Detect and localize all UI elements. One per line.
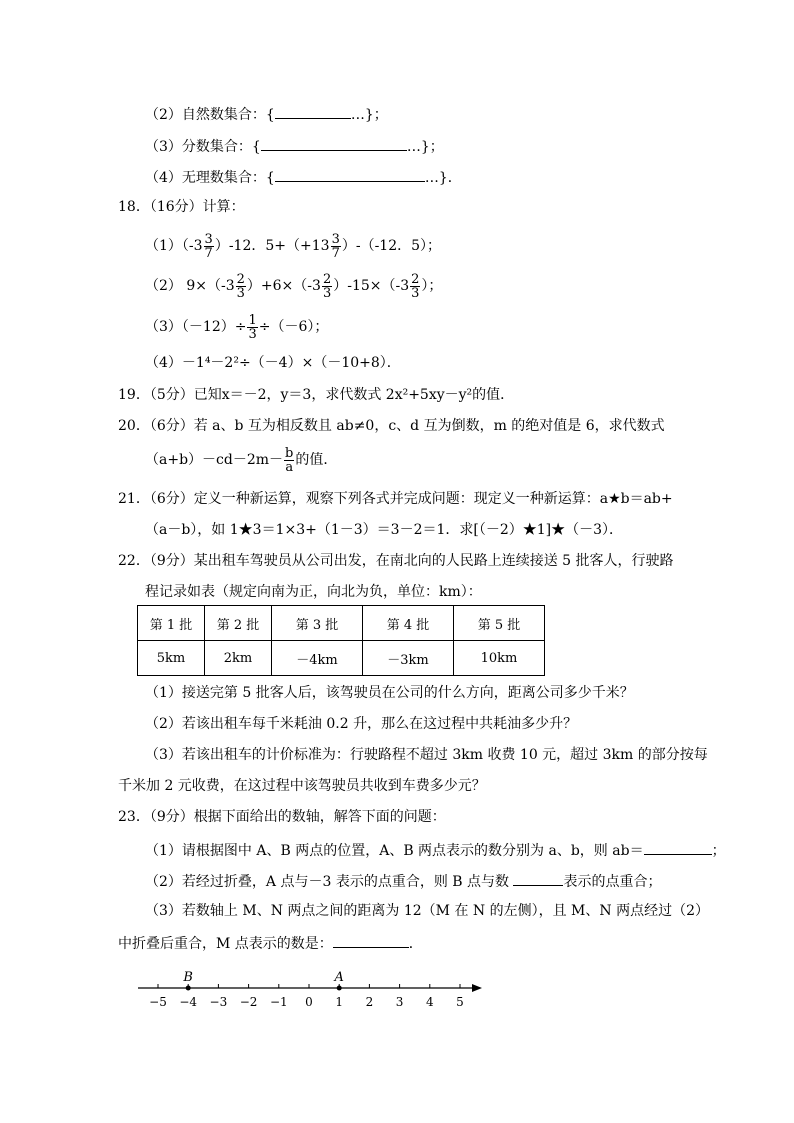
point-b-dot — [186, 986, 191, 991]
q18-p2-f3-denominator: 3 — [411, 285, 420, 301]
tick-label: 3 — [395, 995, 404, 1009]
table-header-cell: 第 2 批 — [205, 606, 272, 641]
table-row — [138, 641, 545, 676]
q18-p2-text-d: ）； — [421, 278, 443, 294]
q22-sub-3-line-1: （3）若该出租车的计价标准为：行驶路程不超过 3km 收费 10 元，超过 3km 的部分按每 — [145, 747, 708, 763]
table-cell: 2km — [205, 641, 272, 676]
q18-p2-f1-numerator: 2 — [236, 271, 245, 287]
q18-p1-fraction-1 — [204, 233, 214, 260]
q20-line-2 — [145, 444, 337, 476]
q18-part-3 — [145, 313, 328, 341]
q18-p2-f2-numerator: 2 — [322, 271, 332, 287]
q20-denominator: a — [285, 459, 294, 475]
tick-label: −4 — [179, 995, 198, 1009]
q18-p1-text-c: ）-（-12．5）； — [341, 238, 442, 254]
q18-part-4: （4）－1⁴－2²÷（－4）×（－10+8）． — [145, 355, 401, 371]
q18-p2-fraction-3 — [410, 273, 420, 300]
table-header-cell: 第 4 批 — [363, 606, 454, 641]
q18-part-1 — [145, 232, 441, 260]
tick-label: −5 — [149, 995, 167, 1009]
q23-sub-2-blank[interactable] — [513, 871, 563, 886]
q23-sub-3-line-1: （3）若数轴上 M、N 两点之间的距离为 12（M 在 N 的左侧），且 M、N 两点经过（2） — [145, 903, 709, 919]
q21-line-1: 21．（6分）定义一种新运算，观察下列各式并完成问题：现定义一种新运算：a★b＝ab+ — [118, 491, 673, 507]
table-header-row — [138, 606, 545, 641]
q18-p3-numerator: 1 — [248, 312, 257, 328]
point-a-label: A — [334, 970, 344, 985]
q18-part-2 — [145, 272, 442, 300]
q23-heading: 23．（9分）根据下面给出的数轴，解答下面的问题： — [118, 809, 446, 825]
q18-p3-text-b: ÷（－6）； — [258, 319, 329, 335]
q18-p2-text-c: ）-15×（-3 — [333, 278, 410, 294]
q17-item-4-tail: …}． — [424, 170, 462, 186]
q21-line-2: （a－b），如 1★3＝1×3+（1－3）＝3－2＝1．求[（－2）★1]★（－3）． — [145, 522, 624, 538]
table-cell: －3km — [363, 641, 454, 676]
q23-sub-2-tail: 表示的点重合； — [563, 874, 662, 890]
q18-p3-text-a: （3）（－12）÷ — [145, 319, 247, 335]
q17-item-4 — [145, 167, 462, 187]
q18-p3-fraction — [247, 314, 257, 341]
q17-item-2-blank[interactable] — [275, 104, 351, 119]
q18-p2-f3-numerator: 2 — [411, 271, 420, 287]
q20-line-2-text-a: （a+b）－cd－2m－ — [145, 452, 284, 468]
q18-p3-denominator: 3 — [248, 326, 257, 342]
q18-p2-fraction-2 — [322, 273, 332, 300]
q18-p1-f1-denominator: 7 — [204, 245, 213, 261]
point-b-label: B — [183, 970, 193, 985]
q19-text: 19．（5分）已知x＝－2，y＝3，求代数式 2x²+5xy－y²的值． — [118, 387, 515, 403]
q23-sub-3-line-2 — [118, 933, 423, 953]
q23-sub-3-blank[interactable] — [333, 933, 409, 948]
q18-p2-text-a: （2） 9×（-3 — [145, 278, 235, 294]
q23-sub-1-text: （1）请根据图中 A、B 两点的位置，A、B 两点表示的数分别为 a、b，则 ab＝ — [145, 843, 644, 859]
q18-p2-text-b: ）+6×（-3 — [246, 278, 321, 294]
q23-sub-3-tail: ． — [408, 936, 423, 952]
q17-item-3-label: （3）分数集合：{ — [145, 139, 261, 155]
table-cell: －4km — [272, 641, 363, 676]
tick-label: 0 — [305, 995, 313, 1009]
tick-label: 5 — [456, 995, 464, 1009]
q18-p2-f2-denominator: 3 — [322, 285, 332, 301]
q18-p2-f1-denominator: 3 — [236, 285, 245, 301]
table-header-cell: 第 3 批 — [272, 606, 363, 641]
q17-item-4-label: （4）无理数集合：{ — [145, 170, 275, 186]
q18-p1-f1-numerator: 3 — [204, 231, 213, 247]
q23-sub-3-text: 中折叠后重合，M 点表示的数是： — [118, 936, 333, 952]
q23-sub-1-blank[interactable] — [644, 840, 712, 855]
table-header-cell: 第 5 批 — [454, 606, 545, 641]
q23-sub-2 — [145, 871, 661, 891]
axis-arrow — [472, 984, 482, 992]
q23-sub-2-text: （2）若经过折叠，A 点与－3 表示的点重合，则 B 点与数 — [145, 874, 510, 890]
q22-sub-2: （2）若该出租车每千米耗油 0.2 升，那么在这过程中共耗油多少升？ — [145, 716, 578, 732]
q23-sub-1 — [145, 840, 726, 860]
distance-table — [137, 605, 545, 676]
q17-item-2 — [145, 104, 388, 124]
tick-label: 2 — [365, 995, 374, 1009]
tick-label: 4 — [425, 995, 434, 1009]
q18-p1-text-a: （1）（-3 — [145, 238, 203, 254]
tick-label: 1 — [335, 995, 344, 1009]
q22-line-2: 程记录如表（规定向南为正，向北为负，单位：km）： — [145, 584, 482, 600]
q22-sub-1: （1）接送完第 5 批客人后，该驾驶员在公司的什么方向，距离公司多少千米？ — [145, 685, 634, 701]
q23-sub-1-tail: ； — [711, 843, 726, 859]
table-cell: 10km — [454, 641, 545, 676]
q20-line-2-text-b: 的值． — [295, 452, 338, 468]
q17-item-2-label: （2）自然数集合：{ — [145, 107, 275, 123]
q18-p1-f2-denominator: 7 — [331, 245, 340, 261]
q22-line-1: 22．（9分）某出租车驾驶员从公司出发，在南北向的人民路上连续接送 5 批客人，行驶路 — [118, 553, 674, 569]
point-a-dot — [337, 986, 342, 991]
q17-item-3-blank[interactable] — [261, 136, 407, 151]
tick-label: −2 — [239, 995, 258, 1009]
q20-fraction — [284, 447, 294, 474]
q17-item-2-tail: …}； — [350, 107, 388, 123]
q18-p1-fraction-2 — [331, 233, 341, 260]
q17-item-3 — [145, 136, 444, 156]
tick-label: −3 — [209, 995, 228, 1009]
q22-sub-3-line-2: 千米加 2 元收费，在这过程中该驾驶员共收到车费多少元？ — [118, 778, 486, 794]
q18-p1-f2-numerator: 3 — [331, 231, 340, 247]
q20-numerator: b — [285, 445, 294, 461]
number-line — [130, 960, 490, 1020]
q17-item-3-tail: …}； — [406, 139, 444, 155]
q18-p1-text-b: ）-12．5+（+13 — [214, 238, 330, 254]
q20-line-1: 20．（6分）若 a、b 互为相反数且 ab≠0，c、d 互为倒数，m 的绝对值是 6，求代数式 — [118, 418, 665, 434]
q18-heading: 18．（16分）计算： — [118, 199, 245, 215]
q17-item-4-blank[interactable] — [275, 167, 425, 182]
table-header-cell: 第 1 批 — [138, 606, 205, 641]
table-cell: 5km — [138, 641, 205, 676]
tick-label: −1 — [269, 995, 288, 1009]
q18-p2-fraction-1 — [236, 273, 246, 300]
